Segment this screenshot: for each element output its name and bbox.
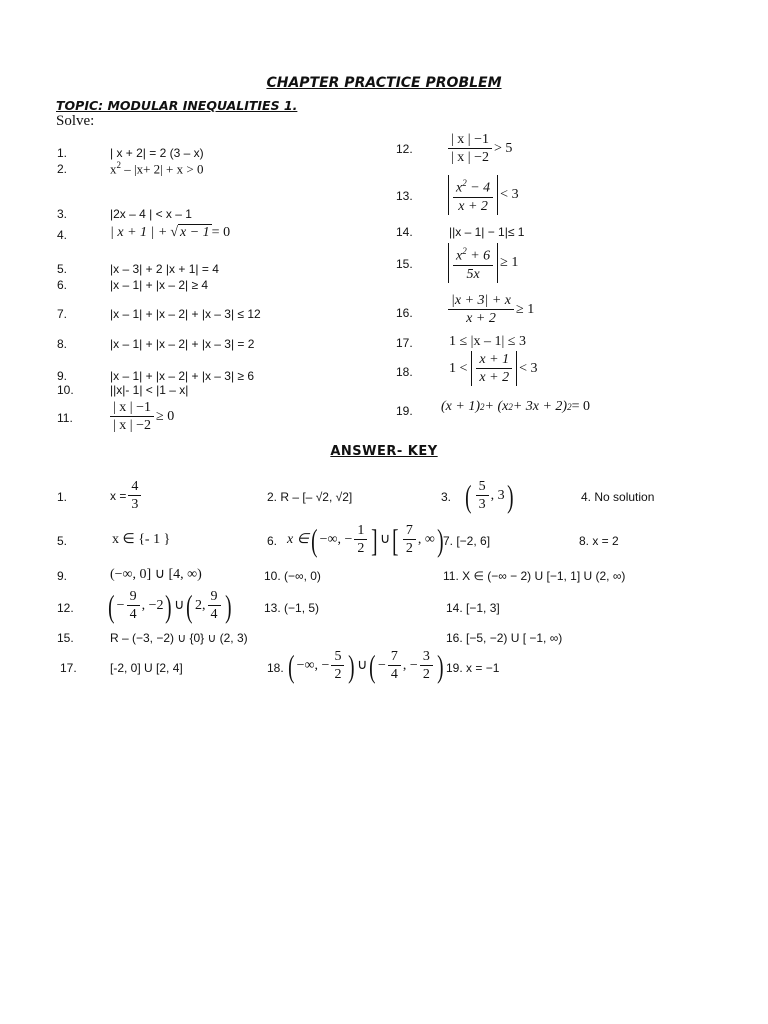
problem-expression: $\frac{x^2 + 6}{5x}$ ≥ 1 xyxy=(446,243,518,283)
problem-expression: (x + 1) 2 + (x 2 + 3x + 2) 2 = 0 xyxy=(441,399,591,414)
answer-9: (−∞, 0] ∪ [4, ∞) xyxy=(110,567,202,582)
problem-expression: |x – 1| + |x – 2| ≥ 4 xyxy=(110,278,209,292)
problem-number: 2. xyxy=(57,162,68,176)
problem-expression: $x^2 - |x+ 2| + x > 0$ xyxy=(110,160,204,177)
answer-3: ( $\frac{5}{3}$ , 3 ) xyxy=(465,477,514,514)
answer-14: 14. [−1, 3] xyxy=(446,601,500,615)
problem-number: 18. xyxy=(396,365,413,379)
problem-number: 7. xyxy=(57,307,68,321)
problem-number: 8. xyxy=(57,337,68,351)
problem-expression: | x + 1 | + √ x − 1 = 0 xyxy=(110,224,231,240)
answer-15: R – (−3, −2) ∪ {0} ∪ (2, 3) xyxy=(110,631,248,645)
problem-number: 13. xyxy=(396,189,413,203)
problem-number: 19. xyxy=(396,404,413,418)
problem-expression: |x – 1| + |x – 2| + |x – 3| = 2 xyxy=(110,337,255,351)
answer-6: x ∈ ( −∞, − $\frac{1}{2}$ ] ∪ [ $\frac{7}{2}$ , ∞ ) xyxy=(287,521,444,558)
answer-15-number: 15. xyxy=(57,631,74,645)
answer-key-heading: ANSWER- KEY xyxy=(330,444,438,459)
problem-number: 1. xyxy=(57,146,68,160)
problem-number: 4. xyxy=(57,228,68,242)
problem-expression: 1 ≤ |x – 1| ≤ 3 xyxy=(449,334,526,349)
answer-13: 13. (−1, 5) xyxy=(264,601,320,615)
answer-17-number: 17. xyxy=(60,661,77,675)
problem-number: 3. xyxy=(57,207,68,221)
problem-expression: |2x – 4 | < x – 1 xyxy=(110,207,192,221)
answer-12-number: 12. xyxy=(57,601,74,615)
answer-1: x = $\frac{4}{3}$ xyxy=(110,478,143,513)
answer-7: 7. [−2, 6] xyxy=(443,534,491,548)
problem-expression: $\frac{| x | -1}{| x | -2}$ > 5 xyxy=(446,131,512,166)
answer-8: 8. x = 2 xyxy=(579,534,619,548)
problem-expression: |x – 3| + 2 |x + 1| = 4 xyxy=(110,262,219,276)
topic-heading: TOPIC: MODULAR INEQUALITIES 1. xyxy=(56,98,298,113)
answer-9-number: 9. xyxy=(57,569,68,583)
problem-number: 17. xyxy=(396,336,413,350)
problem-number: 5. xyxy=(57,262,68,276)
problem-number: 10. xyxy=(57,383,74,397)
problem-expression: $\frac{| x | -1}{| x | -2}$ ≥ 0 xyxy=(108,399,174,434)
radicand: x − 1 xyxy=(180,225,210,240)
answer-16: 16. [−5, −2) U [ −1, ∞) xyxy=(446,631,563,645)
problem-number: 12. xyxy=(396,142,413,156)
problem-number: 16. xyxy=(396,306,413,320)
solve-label: Solve: xyxy=(56,113,95,129)
problem-expression: |x – 1| + |x – 2| + |x – 3| ≤ 12 xyxy=(110,307,261,321)
problem-number: 15. xyxy=(396,257,413,271)
answer-5: x ∈ {- 1 } xyxy=(112,532,171,547)
answer-17: [-2, 0] U [2, 4] xyxy=(110,661,183,675)
problem-number: 6. xyxy=(57,278,68,292)
answer-12: ( − $\frac{9}{4}$ , −2 ) ∪ ( 2, $\frac{9}{4}$ ) xyxy=(108,587,232,624)
problem-expression: ||x|- 1| < |1 – x| xyxy=(110,383,189,397)
page-title: CHAPTER PRACTICE PROBLEM xyxy=(266,75,502,91)
answer-11: 11. X ∈ (−∞ − 2) U [−1, 1] U (2, ∞) xyxy=(443,569,626,583)
answer-18: ( −∞, − $\frac{5}{2}$ ) ∪ ( − $\frac{7}{4}$ , − $\frac{3}{2}$ ) xyxy=(288,647,444,684)
problem-expression: $\frac{x^2 - 4}{x + 2}$ < 3 xyxy=(446,175,519,215)
problem-expression: 1 < $\frac{x + 1}{x + 2}$ < 3 xyxy=(449,352,538,385)
answer-2: 2. R – [– √2, √2] xyxy=(267,490,353,504)
answer-4: 4. No solution xyxy=(581,490,655,504)
answer-5-number: 5. xyxy=(57,534,68,548)
answer-19: 19. x = −1 xyxy=(446,661,500,675)
answer-6-number: 6. xyxy=(267,534,278,548)
answer-3-number: 3. xyxy=(441,490,452,504)
problem-number: 11. xyxy=(57,411,73,425)
problem-expression: ||x – 1| − 1|≤ 1 xyxy=(449,225,525,239)
answer-1-number: 1. xyxy=(57,490,68,504)
problem-number: 9. xyxy=(57,369,68,383)
answer-10: 10. (−∞, 0) xyxy=(264,569,321,583)
answer-18-number: 18. xyxy=(267,661,284,675)
problem-number: 14. xyxy=(396,225,413,239)
problem-expression: |x – 1| + |x – 2| + |x – 3| ≥ 6 xyxy=(110,369,255,383)
problem-expression: | x + 2| = 2 (3 – x) xyxy=(110,146,204,160)
problem-expression: $\frac{|x + 3| + x}{x + 2}$ ≥ 1 xyxy=(446,292,534,327)
